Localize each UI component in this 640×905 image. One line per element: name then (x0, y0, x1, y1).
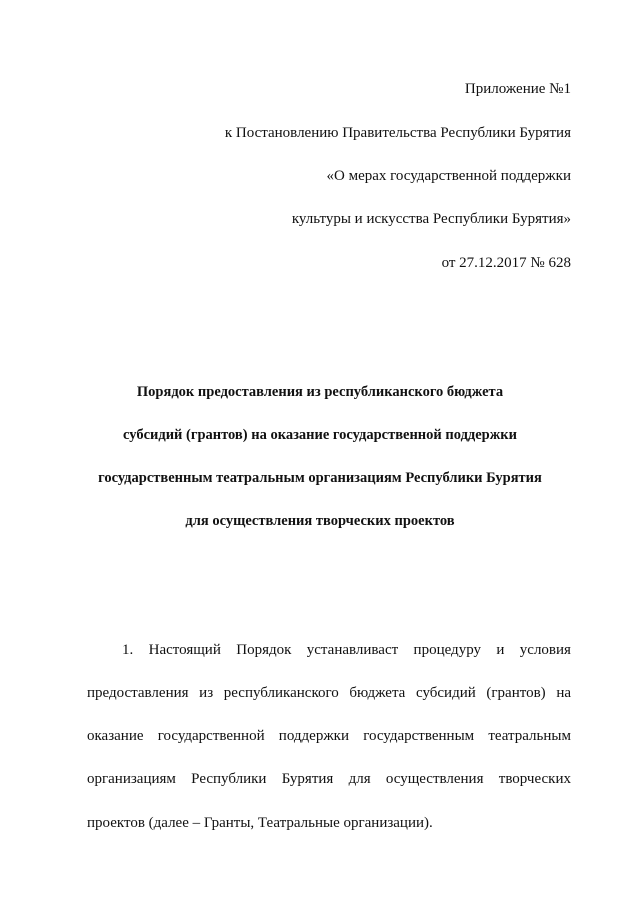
paragraph-number: 1. (122, 642, 134, 658)
word: оказание (87, 728, 144, 744)
word: и (496, 642, 505, 658)
word: поддержки (278, 728, 349, 744)
word: Порядок (236, 642, 292, 658)
word: для (348, 771, 371, 787)
document-title-line-2: субсидий (грантов) на оказание государственной поддержки (123, 427, 517, 443)
word: Бурятия (281, 771, 334, 787)
word: условия (519, 642, 571, 658)
word: театральным (488, 728, 571, 744)
word: на (556, 685, 571, 701)
word: субсидий (415, 685, 476, 701)
annex-resolution-title-1: «О мерах государственной поддержки (326, 168, 571, 184)
word: творческих (498, 771, 571, 787)
paragraph-1-line-5: проектов (далее – Гранты, Театральные организации). (87, 815, 433, 831)
word: бюджета (349, 685, 406, 701)
word: (грантов) (486, 685, 546, 701)
paragraph-1-line-1 (87, 641, 571, 659)
word: организациям (87, 771, 176, 787)
word: Республики (191, 771, 267, 787)
document-title-line-1: Порядок предоставления из республиканского бюджета (136, 384, 504, 400)
document-title-line-4: для осуществления творческих проектов (185, 513, 455, 529)
paragraph-1-line-4 (87, 770, 571, 788)
annex-resolution-title-2: культуры и искусства Республики Бурятия» (291, 211, 571, 227)
paragraph-1-line-2 (87, 684, 571, 702)
document-title-line-3: государственным театральным организациям Республики Бурятия (98, 470, 542, 486)
word: республиканского (223, 685, 339, 701)
word: государственным (363, 728, 475, 744)
word: осуществления (385, 771, 484, 787)
annex-date-number: от 27.12.2017 № 628 (441, 255, 571, 271)
annex-resolution-ref: к Постановлению Правительства Республики Бурятия (224, 125, 571, 141)
word: Настоящий (148, 642, 221, 658)
word: предоставления (87, 685, 189, 701)
word: процедуру (413, 642, 481, 658)
word: из (199, 685, 214, 701)
word: государственной (157, 728, 265, 744)
annex-number: Приложение №1 (464, 81, 571, 97)
paragraph-1-line-3 (87, 727, 571, 745)
word: устанавливаст (306, 642, 399, 658)
